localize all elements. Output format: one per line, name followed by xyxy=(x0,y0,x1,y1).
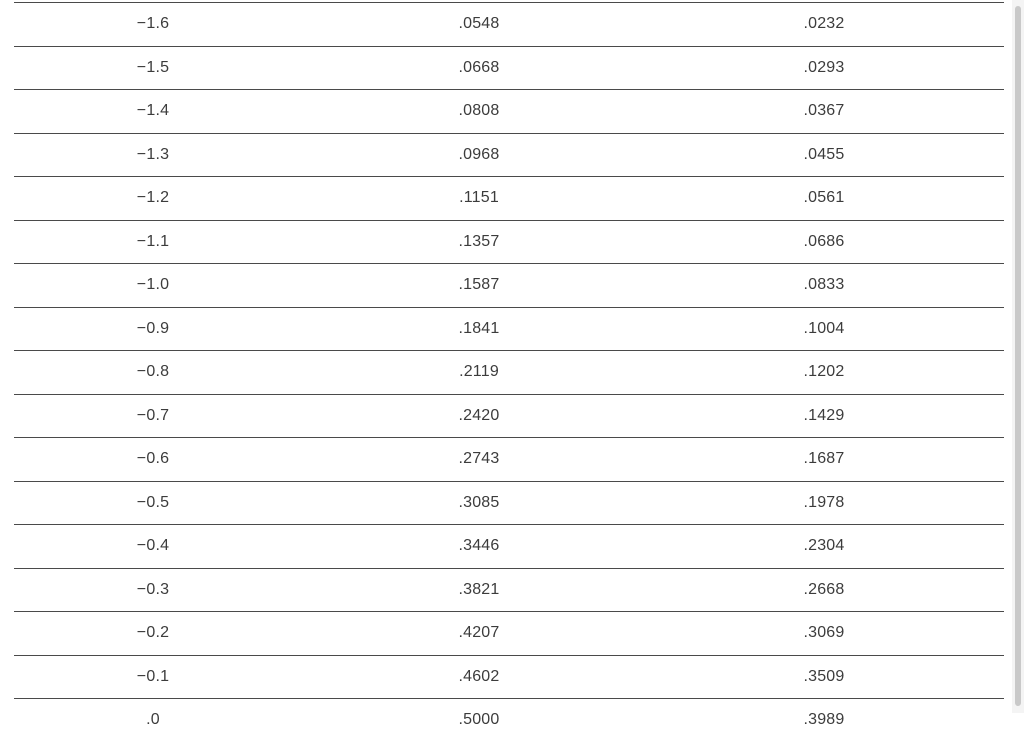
table-row xyxy=(14,699,1004,742)
table-cell: .0833 xyxy=(803,276,845,294)
table-cell: .2420 xyxy=(458,406,500,424)
table-cell: −1.4 xyxy=(136,102,170,120)
table-cell: −0.7 xyxy=(136,406,170,424)
table-cell: −1.1 xyxy=(136,232,170,250)
table-cell: .1357 xyxy=(458,232,500,250)
table-cell: .0561 xyxy=(803,189,845,207)
z-table xyxy=(14,2,1004,742)
table-cell: .0548 xyxy=(458,15,500,33)
table-row xyxy=(14,177,1004,221)
table-cell: .3509 xyxy=(803,667,845,685)
table-cell: .5000 xyxy=(458,711,500,729)
table-cell: −0.1 xyxy=(136,667,170,685)
table-cell: .0808 xyxy=(458,102,500,120)
table-cell: −0.9 xyxy=(136,319,170,337)
table-row xyxy=(14,395,1004,439)
table-cell: .3085 xyxy=(458,493,500,511)
table-cell: .1841 xyxy=(458,319,500,337)
table-row xyxy=(14,264,1004,308)
table-cell: .1587 xyxy=(458,276,500,294)
table-cell: .0232 xyxy=(803,15,845,33)
table-cell: .2743 xyxy=(458,450,500,468)
table-row xyxy=(14,612,1004,656)
table-cell: −0.2 xyxy=(136,624,170,642)
table-row xyxy=(14,569,1004,613)
table-row xyxy=(14,3,1004,47)
table-cell: .0367 xyxy=(803,102,845,120)
table-cell: −0.8 xyxy=(136,363,170,381)
table-cell: .2304 xyxy=(803,537,845,555)
table-cell: .3069 xyxy=(803,624,845,642)
table-cell: .0 xyxy=(146,711,160,729)
table-cell: .1687 xyxy=(803,450,845,468)
table-row xyxy=(14,90,1004,134)
table-cell: .0968 xyxy=(458,145,500,163)
table-cell: .1978 xyxy=(803,493,845,511)
table-row xyxy=(14,308,1004,352)
table-cell: .4602 xyxy=(458,667,500,685)
table-row xyxy=(14,221,1004,265)
table-cell: −0.4 xyxy=(136,537,170,555)
table-cell: .0686 xyxy=(803,232,845,250)
table-cell: .1202 xyxy=(803,363,845,381)
vertical-scrollbar[interactable] xyxy=(1012,0,1024,713)
table-cell: .0293 xyxy=(803,58,845,76)
table-cell: −1.3 xyxy=(136,145,170,163)
table-cell: −1.5 xyxy=(136,58,170,76)
table-row xyxy=(14,656,1004,700)
table-cell: .1151 xyxy=(459,189,499,207)
table-cell: .3446 xyxy=(458,537,500,555)
table-cell: .2119 xyxy=(459,363,499,381)
table-cell: −0.5 xyxy=(136,493,170,511)
table-cell: −0.6 xyxy=(136,450,170,468)
table-cell: .3821 xyxy=(458,580,500,598)
table-cell: −1.0 xyxy=(136,276,170,294)
table-cell: .0455 xyxy=(803,145,845,163)
table-cell: −1.6 xyxy=(136,15,170,33)
table-row xyxy=(14,438,1004,482)
table-row xyxy=(14,47,1004,91)
table-row xyxy=(14,351,1004,395)
table-cell: .1004 xyxy=(803,319,845,337)
table-row xyxy=(14,134,1004,178)
table-cell: .2668 xyxy=(803,580,845,598)
table-cell: .3989 xyxy=(803,711,845,729)
scrollbar-thumb[interactable] xyxy=(1015,6,1021,706)
table-cell: .4207 xyxy=(458,624,500,642)
table-cell: .1429 xyxy=(803,406,845,424)
table-cell: −0.3 xyxy=(136,580,170,598)
table-cell: .0668 xyxy=(458,58,500,76)
table-row xyxy=(14,525,1004,569)
table-row xyxy=(14,482,1004,526)
table-cell: −1.2 xyxy=(136,189,170,207)
